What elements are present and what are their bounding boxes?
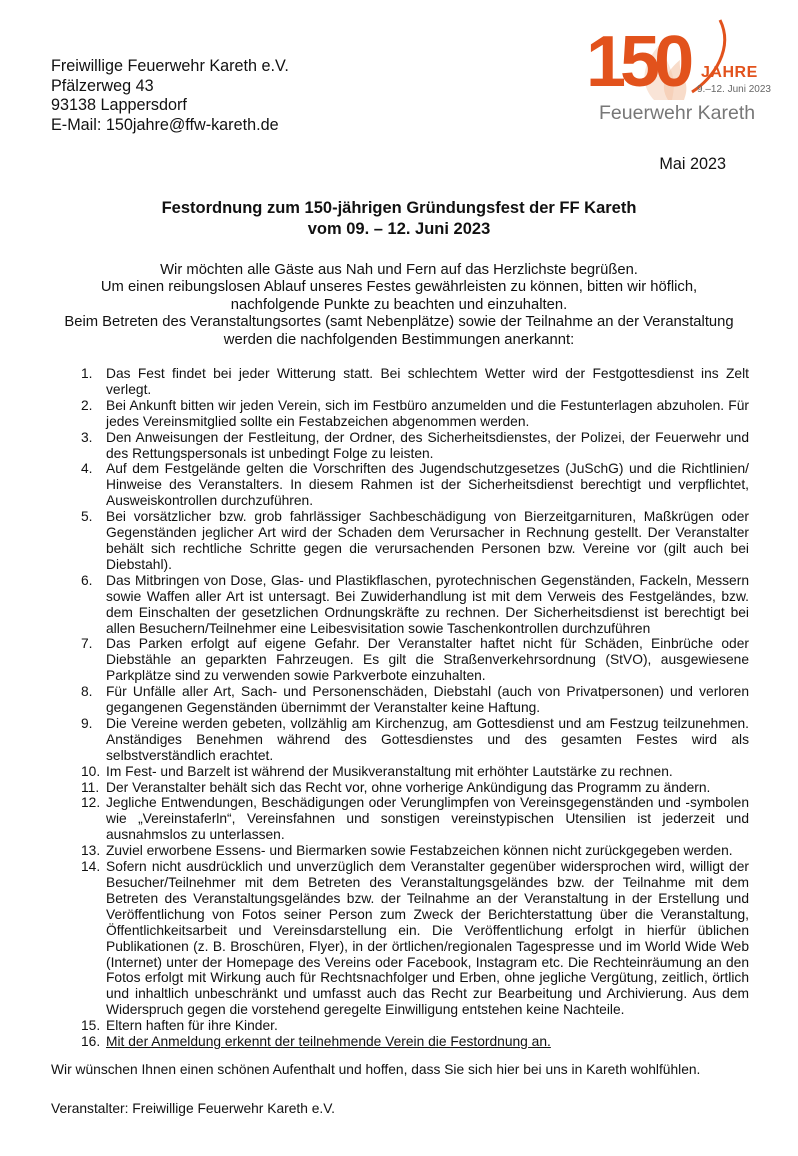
organizer-text: Veranstalter: Freiwillige Feuerwehr Kareth e.V.	[51, 1101, 335, 1116]
rule-item	[51, 684, 749, 716]
logo-jahre: JAHRE	[701, 64, 758, 81]
sender-city: 93138 Lappersdorf	[51, 96, 187, 115]
rule-text: Das Mitbringen von Dose, Glas- und Plastikflaschen, pyrotechnischen Gegenständen, Fackeln, Messern sowie Waffen aller Art ist untersagt. Bei Zuwiderhandlung ist mit dem Verweis des Festgeländes, bzw. dem Einschalten der gesetzlichen Ordnungskräfte zu rechnen. Der Sicherheitsdienst ist berechtigt bei allen Besuchern/Teilnehmer eine Leibesvisitation sowie Taschenkontrollen durchzuführen	[106, 572, 749, 636]
rule-text: Sofern nicht ausdrücklich und unverzüglich dem Veranstalter gegenüber widersprochen wird, willigt der Besucher/Teilnehmer mit dem Betreten des Veranstaltungsgeländes bzw. der Teilnahme mit dem Betreten des Veranstaltungsgeländes bzw. der Teilnahme an der Veranstaltung in der Erstellung und Veröffentlichung von Fotos seiner Person zum Zweck der Berichterstattung über die Veranstaltung, Öffentlichkeitsarbeit und Vereinsdarstellung ein. Die Veröffentlichung erfolgt in hierfür üblichen Publikationen (z. B. Broschüren, Flyer), in der örtlichen/regionalen Tagespresse und im World Wide Web (Internet) unter der Homepage des Vereins oder Facebook, Instagram etc. Die Rechteinräumung an den Fotos erfolgt mit Wirkung auch für Rechtsnachfolger und Erben, ohne jegliche Vergütung, zeitlich, örtlich und inhaltlich unbeschränkt und umfasst auch das Recht zur Bearbeitung und Archivierung. Aus dem Widerspruch gegen die vorstehend geregelte Einwilligung entstehen keine Nachteile.	[106, 859, 749, 1018]
rule-text: Auf dem Festgelände gelten die Vorschriften des Jugendschutzgesetzes (JuSchG) und die Richtlinien/ Hinweise des Veranstalters. In diesem Rahmen ist der Sicherheitsdienst berechtigt und verpflichtet, Ausweiskontrollen durchzuführen.	[106, 461, 749, 509]
rule-number: 12.	[81, 795, 101, 811]
sender-org: Freiwillige Feuerwehr Kareth e.V.	[51, 57, 289, 75]
intro-line: Beim Betreten des Veranstaltungsortes (samt Nebenplätze) sowie der Teilnahme an der Veranstaltung	[64, 314, 734, 331]
logo-dates: 9.–12. Juni 2023	[697, 84, 771, 95]
rule-text: Das Fest findet bei jeder Witterung statt. Bei schlechtem Wetter wird der Festgottesdienst ins Zelt verlegt.	[106, 366, 749, 397]
rule-text: Im Fest- und Barzelt ist während der Musikveranstaltung mit erhöhter Lautstärke zu rechnen.	[106, 763, 673, 779]
anniversary-logo	[584, 18, 774, 128]
sender-address	[51, 57, 289, 135]
rule-text: Für Unfälle aller Art, Sach- und Personenschäden, Diebstahl (auch von Privatpersonen) und verloren gegangenen Gegenständen übernimmt der Veranstalter keine Haftung.	[106, 684, 749, 716]
title-line-1: Festordnung zum 150-jährigen Gründungsfest der FF Kareth	[161, 199, 637, 217]
rule-text: Die Vereine werden gebeten, vollzählig am Kirchenzug, am Gottesdienst und am Festzug teilzunehmen. Anständiges Benehmen während des Gottesdienstes und des gesamten Festes wird als selbstverständlich erachtet.	[106, 715, 749, 763]
rule-text: Das Parken erfolgt auf eigene Gefahr. Der Veranstalter haftet nicht für Schäden, Einbrüche oder Diebstähle an geparkten Fahrzeugen. Es gilt die Straßenverkehrsordnung (StVO), ausgewiesene Parkplätze sind zu verwenden sowie Parkverbote einzuhalten.	[106, 636, 749, 684]
rule-number: 11.	[81, 779, 100, 795]
rule-text: Bei vorsätzlicher bzw. grob fahrlässiger Sachbeschädigung von Bierzeitgarnituren, Maßkrügen oder Gegenständen jeglicher Art wird der Schaden dem Verursacher in Rechnung gestellt. Der Veranstalter behält sich rechtliche Schritte gegen die verursachenden Personen bzw. Vereine vor (gilt auch bei Diebstahl).	[106, 509, 749, 572]
sender-email: E-Mail: 150jahre@ffw-kareth.de	[51, 115, 279, 134]
rule-number: 6.	[81, 572, 93, 588]
rule-item	[51, 859, 749, 1018]
document-title	[0, 198, 798, 239]
rule-item	[51, 636, 749, 684]
document-date: Mai 2023	[659, 155, 726, 173]
rule-item	[51, 430, 749, 462]
rule-item	[51, 780, 749, 796]
rule-text: Eltern haften für ihre Kinder.	[106, 1018, 278, 1034]
rule-text: Zuviel erworbene Essens- und Biermarken sowie Festabzeichen können nicht zurückgegeben werden.	[106, 843, 733, 859]
rule-item	[51, 843, 749, 859]
intro-line: nachfolgende Punkte zu beachten und einzuhalten.	[230, 296, 568, 313]
title-line-2: vom 09. – 12. Juni 2023	[307, 219, 491, 238]
rules-list	[51, 366, 749, 1050]
intro-line: werden die nachfolgenden Bestimmungen anerkannt:	[223, 331, 575, 348]
rule-number: 3.	[81, 429, 93, 445]
rule-text: Den Anweisungen der Festleitung, der Ordner, des Sicherheitsdienstes, der Polizei, der Feuerwehr und des Rettungspersonals ist unbedingt Folge zu leisten.	[106, 429, 749, 461]
rule-number: 8.	[81, 684, 93, 700]
intro-line: Um einen reibungslosen Ablauf unseres Festes gewährleisten zu können, bitten wir höflich,	[100, 279, 698, 296]
logo-number: 150	[586, 22, 689, 102]
rule-item	[51, 366, 749, 398]
closing-text: Wir wünschen Ihnen einen schönen Aufenthalt und hoffen, dass Sie sich hier bei uns in Kareth wohlfühlen.	[51, 1062, 701, 1077]
rule-number: 14.	[81, 859, 101, 875]
rule-item	[51, 398, 749, 430]
rule-item	[51, 461, 749, 509]
intro-line: Wir möchten alle Gäste aus Nah und Fern auf das Herzlichste begrüßen.	[160, 262, 638, 278]
rule-item	[51, 509, 749, 573]
rule-text: Bei Ankunft bitten wir jeden Verein, sich im Festbüro anzumelden und die Festunterlagen abzuholen. Für jedes Vereinsmitglied sollte ein Festabzeichen abgenommen werden.	[106, 397, 749, 429]
rule-item	[51, 716, 749, 764]
rule-number: 9.	[81, 715, 93, 731]
rule-number: 2.	[81, 397, 93, 413]
sender-street: Pfälzerweg 43	[51, 76, 154, 95]
rule-item	[51, 795, 749, 843]
logo-name: Feuerwehr Kareth	[599, 102, 756, 124]
rule-number: 10.	[81, 763, 101, 779]
rule-text: Jegliche Entwendungen, Beschädigungen oder Verunglimpfen von Vereinsgegenständen und -symbolen wie „Vereinstaferln“, Vereinsfahnen und sonstigen vereinstypischen Utensilien ist jederzeit und ausnahmslos zu unterlassen.	[106, 795, 749, 843]
rule-text: Mit der Anmeldung erkennt der teilnehmende Verein die Festordnung an.	[106, 1034, 551, 1050]
rule-item	[51, 764, 749, 780]
rule-number: 13.	[81, 843, 101, 859]
rule-number: 4.	[81, 461, 93, 477]
intro-text	[40, 262, 758, 349]
rule-number: 7.	[81, 636, 93, 652]
rule-text: Der Veranstalter behält sich das Recht vor, ohne vorherige Ankündigung das Programm zu ändern.	[106, 779, 711, 795]
rule-item	[51, 573, 749, 637]
rule-item	[51, 1018, 749, 1034]
rule-number: 1.	[81, 366, 93, 381]
rule-number: 16.	[81, 1034, 101, 1050]
rule-item	[51, 1034, 749, 1050]
rule-number: 5.	[81, 509, 93, 525]
rule-number: 15.	[81, 1018, 101, 1034]
